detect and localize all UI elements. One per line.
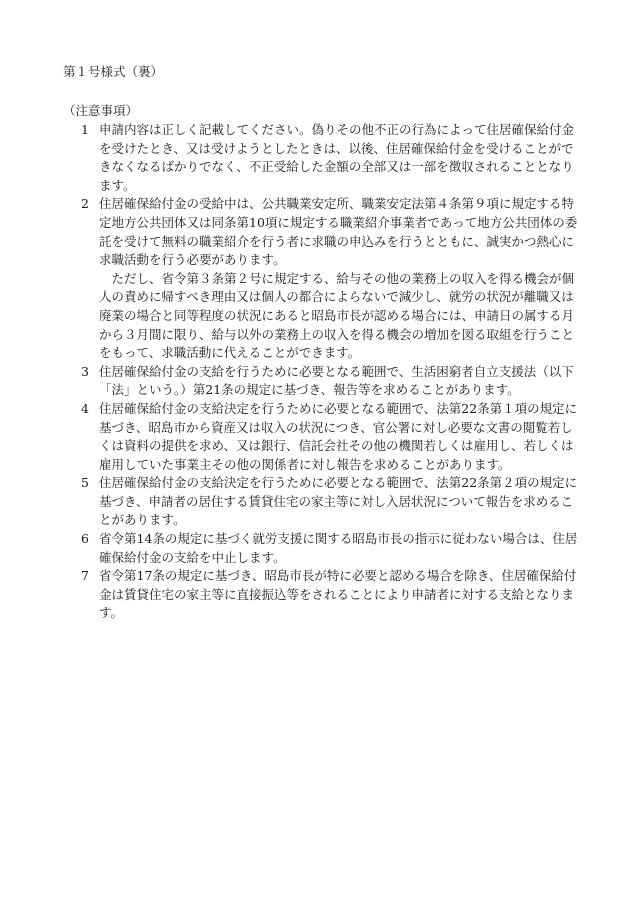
note-number: 6 — [81, 531, 89, 547]
note-text — [99, 363, 583, 400]
note-item-6 — [63, 530, 583, 567]
note-text — [99, 400, 583, 474]
note-item-1 — [63, 121, 583, 195]
notes-heading: （注意事項） — [63, 103, 139, 118]
note-paragraph: 申請内容は正しく記載してください。偽りその他不正の行為によって住居確保給付金を受けたとき、又は受けようとしたときは、以後、住居確保給付金を受けることができなくなるばかりでなく、不正受給した金額の全部又は一部を徴収されることとなります。 — [99, 122, 575, 193]
note-paragraph: ただし、省令第３条第２号に規定する、給与その他の業務上の収入を得る機会が個人の責めに帰すべき理由又は個人の都合によらないで減少し、就労の状況が離職又は廃業の場合と同等程度の状況にあると昭島市長が認める場合には、申請日の属する月から３月間に限り、給与以外の業務上の収入を得る機会の増加を図る取組を行うことをもって、求職活動に代えることができます。 — [99, 270, 575, 361]
note-number: 2 — [81, 196, 89, 212]
notes-list — [63, 121, 583, 623]
note-text — [99, 474, 583, 530]
note-item-3 — [63, 363, 583, 400]
note-item-5 — [63, 474, 583, 530]
note-paragraph: 省令第14条の規定に基づく就労支援に関する昭島市長の指示に従わない場合は、住居確保給付金の支給を中止します。 — [99, 531, 578, 565]
note-paragraph: 住居確保給付金の支給決定を行うために必要となる範囲で、法第22条第１項の規定に基づき、昭島市から資産又は収入の状況につき、官公署に対し必要な文書の閲覧若しくは資料の提供を求め、又は銀行、信託会社その他の機関若しくは雇用し、若しくは雇用していた事業主その他の関係者に対し報告を求めることがあります。 — [99, 400, 578, 472]
note-text — [99, 567, 583, 623]
note-paragraph: 省令第17条の規定に基づき、昭島市長が特に必要と認める場合を除き、住居確保給付金は賃貸住宅の家主等に直接振込等をされることにより申請者に対する支給となります。 — [99, 568, 577, 621]
note-text — [99, 121, 583, 195]
note-item-7 — [63, 567, 583, 623]
note-number: 4 — [81, 400, 89, 416]
note-paragraph: 住居確保給付金の受給中は、公共職業安定所、職業安定法第４条第９項に規定する特定地方公共団体又は同条第10項に規定する職業紹介事業者であって地方公共団体の委託を受けて無料の職業紹介を行う者に求職の申込みを行うとともに、誠実かつ熱心に求職活動を行う必要があります。 — [99, 196, 578, 268]
note-number: 7 — [81, 568, 89, 584]
form-label: 第１号様式（裏） — [63, 64, 164, 79]
note-text — [99, 195, 583, 362]
note-item-4 — [63, 400, 583, 474]
note-number: 1 — [81, 122, 89, 137]
note-number: 3 — [81, 363, 89, 379]
note-paragraph: 住居確保給付金の支給を行うために必要となる範囲で、生活困窮者自立支援法（以下「法」という。）第21条の規定に基づき、報告等を求めることがあります。 — [99, 363, 574, 398]
note-text — [99, 530, 583, 567]
note-number: 5 — [81, 475, 89, 491]
note-item-2 — [63, 195, 583, 362]
note-paragraph: 住居確保給付金の支給決定を行うために必要となる範囲で、法第22条第２項の規定に基づき、申請者の居住する賃貸住宅の家主等に対し入居状況について報告を求めることがあります。 — [99, 475, 578, 528]
